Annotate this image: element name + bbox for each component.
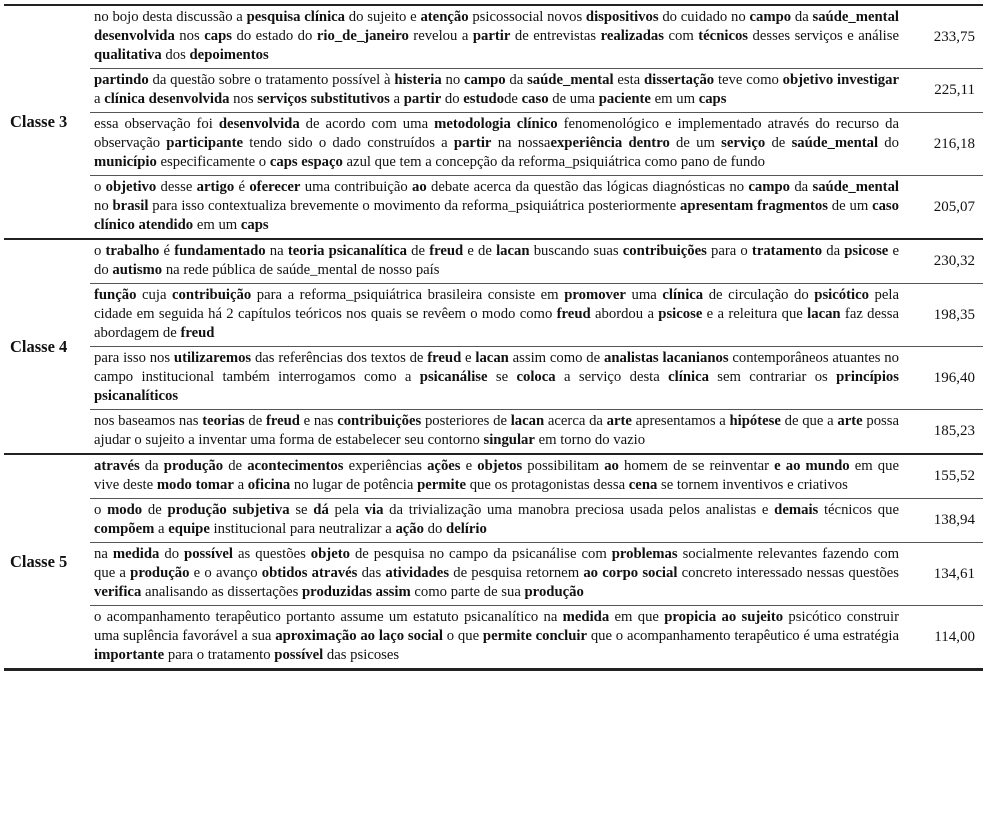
table-body	[4, 5, 983, 670]
highlighted-term: analistas lacanianos	[603, 350, 729, 366]
highlighted-term: compõem	[94, 521, 155, 537]
highlighted-term: através	[94, 458, 140, 474]
highlighted-term: rio_de_janeiro	[316, 28, 409, 44]
highlighted-term: aproximação ao laço social	[275, 628, 443, 644]
highlighted-term: técnicos	[698, 28, 749, 44]
text-run: socialmente relevantes fazendo com que a	[94, 546, 899, 581]
highlighted-term: metodologia clínico	[434, 116, 558, 132]
table-row	[4, 499, 983, 543]
text-run: o que	[442, 628, 483, 644]
highlighted-term: campo	[748, 179, 791, 195]
table-row	[4, 347, 983, 410]
highlighted-term: permite	[417, 477, 467, 493]
text-run: o acompanhamento terapêutico portanto assume um estatuto psicanalítico na	[94, 609, 563, 625]
highlighted-term: medida	[562, 609, 610, 625]
highlighted-term: participante	[166, 135, 243, 151]
highlighted-term: caps	[240, 217, 269, 233]
chi-square-score: 196,40	[907, 347, 983, 410]
text-run: da	[139, 458, 164, 474]
highlighted-term: utilizaremos	[173, 350, 252, 366]
highlighted-term: objetivo	[105, 179, 157, 195]
highlighted-term: autismo	[112, 262, 163, 278]
highlighted-term: trabalho	[105, 243, 160, 259]
text-run: de acordo com uma	[299, 116, 435, 132]
highlighted-term: ao corpo social	[583, 565, 678, 581]
table-row	[4, 454, 983, 499]
text-run: essa observação foi	[94, 116, 219, 132]
text-run: na nossa	[491, 135, 551, 151]
text-run: psicossocial novos	[468, 9, 586, 25]
highlighted-term: campo	[749, 9, 792, 25]
text-run: posteriores de	[421, 413, 511, 429]
highlighted-term: depoimentos	[189, 47, 269, 63]
highlighted-term: partir	[403, 91, 442, 107]
table-row	[4, 543, 983, 606]
highlighted-term: equipe	[168, 521, 210, 537]
text-run: de pesquisa no campo da psicanálise com	[349, 546, 612, 562]
highlighted-term: arte	[606, 413, 632, 429]
segment-text	[90, 410, 907, 455]
text-run: de um	[669, 135, 722, 151]
highlighted-term: clínica	[662, 287, 704, 303]
highlighted-term: saúde_mental desenvolvida	[94, 9, 899, 44]
table-row	[4, 176, 983, 240]
text-run: debate acerca da questão das lógicas diagnósticas no	[426, 179, 749, 195]
text-run: e	[461, 350, 476, 366]
highlighted-term: saúde_mental	[812, 179, 899, 195]
text-run: para o tratamento	[164, 647, 275, 663]
text-run: se tornem inventivos e criativos	[657, 477, 848, 493]
highlighted-term: artigo	[196, 179, 235, 195]
chi-square-score: 185,23	[907, 410, 983, 455]
highlighted-term: oferecer	[249, 179, 301, 195]
highlighted-term: arte	[837, 413, 863, 429]
text-run: que o acompanhamento terapêutico é uma estratégia	[587, 628, 899, 644]
text-run: das psicoses	[323, 647, 400, 663]
chi-square-score: 198,35	[907, 284, 983, 347]
highlighted-term: apresentam fragmentos	[680, 198, 828, 214]
text-run: a	[233, 477, 248, 493]
classe-label: Classe 4	[4, 239, 90, 454]
text-run: de	[142, 502, 168, 518]
text-run: pela	[328, 502, 365, 518]
text-run: e	[460, 458, 478, 474]
text-run: do cuidado no	[658, 9, 750, 25]
highlighted-term: lacan	[807, 306, 841, 322]
segment-text	[90, 606, 907, 670]
text-run: em que vive deste	[94, 458, 899, 493]
highlighted-term: importante	[94, 647, 165, 663]
highlighted-term: objetivo investigar	[782, 72, 900, 88]
highlighted-term: objeto	[310, 546, 350, 562]
text-run: fenomenológico e implementado através do recurso da observação	[94, 116, 899, 151]
text-run: é	[234, 179, 250, 195]
highlighted-term: município	[94, 154, 157, 170]
text-run: possa ajudar o sujeito a inventar uma forma de estabelecer seu contorno	[94, 413, 899, 448]
highlighted-term: contribuições	[337, 413, 422, 429]
highlighted-term: produzidas assim	[302, 584, 411, 600]
highlighted-term: produção	[163, 458, 224, 474]
text-run: concreto interessado nessas questões	[677, 565, 900, 581]
highlighted-term: clínica	[668, 369, 709, 385]
segment-text	[90, 69, 907, 113]
text-run: na rede pública de saúde_mental de nosso país	[162, 262, 440, 278]
text-run: do estado do	[231, 28, 317, 44]
highlighted-term: psicanálise	[419, 369, 488, 385]
highlighted-term: coloca	[516, 369, 556, 385]
segment-text	[90, 347, 907, 410]
highlighted-term: propicia ao sujeito	[664, 609, 784, 625]
text-run: do	[878, 135, 899, 151]
highlighted-term: psicose	[658, 306, 703, 322]
highlighted-term: oficina	[247, 477, 291, 493]
text-run: para isso contextualiza brevemente o movimento da reforma_psiquiátrica posteriormente	[148, 198, 681, 214]
highlighted-term: acontecimentos	[247, 458, 344, 474]
highlighted-term: brasil	[112, 198, 149, 214]
text-run: psicótico construir uma suplência favorável a sua	[94, 609, 899, 644]
highlighted-term: psicótico	[814, 287, 869, 303]
text-run: pela cidade em seguida há 2 capítulos teóricos nos quais se revêem o modo como	[94, 287, 899, 322]
highlighted-term: desenvolvida	[218, 116, 300, 132]
segment-text	[90, 5, 907, 69]
text-run: em um	[650, 91, 699, 107]
table-row	[4, 284, 983, 347]
highlighted-term: permite concluir	[482, 628, 588, 644]
highlighted-term: partindo	[94, 72, 149, 88]
text-run: nos baseamos nas	[94, 413, 203, 429]
text-run: de	[504, 91, 522, 107]
text-run: de uma	[548, 91, 599, 107]
highlighted-term: ações	[427, 458, 461, 474]
text-run: contemporâneos atuantes no campo institucional também interrogamos como a	[94, 350, 899, 385]
highlighted-term: contribuição	[172, 287, 252, 303]
text-run: da trivialização uma manobra preciosa usada pelos analistas e	[383, 502, 775, 518]
text-run: experiências	[343, 458, 428, 474]
highlighted-term: freud	[429, 243, 464, 259]
highlighted-term: verifica	[94, 584, 142, 600]
text-run: técnicos que	[818, 502, 899, 518]
classe-label: Classe 3	[4, 5, 90, 239]
highlighted-term: demais	[774, 502, 819, 518]
text-run: assim como de	[508, 350, 604, 366]
highlighted-term: objetos	[477, 458, 523, 474]
text-run: as questões	[233, 546, 311, 562]
highlighted-term: produção subjetiva	[167, 502, 290, 518]
text-run: o	[94, 179, 106, 195]
text-run: azul que tem a concepção da reforma_psiquiátrica como pano de fundo	[342, 154, 765, 170]
text-run: sem contrariar os	[708, 369, 837, 385]
highlighted-term: dispositivos	[585, 9, 659, 25]
highlighted-term: princípios psicanalíticos	[94, 369, 899, 404]
text-run: da	[505, 72, 528, 88]
highlighted-term: clínica desenvolvida	[104, 91, 230, 107]
text-run: o	[94, 502, 108, 518]
highlighted-term: freud	[265, 413, 300, 429]
highlighted-term: realizadas	[600, 28, 664, 44]
text-run: o	[94, 243, 106, 259]
highlighted-term: modo	[107, 502, 143, 518]
chi-square-score: 225,11	[907, 69, 983, 113]
highlighted-term: histeria	[394, 72, 442, 88]
highlighted-term: via	[364, 502, 384, 518]
segment-text	[90, 543, 907, 606]
text-run: de que a	[780, 413, 838, 429]
text-run: a	[389, 91, 404, 107]
text-run: a	[94, 91, 105, 107]
highlighted-term: qualitativa	[94, 47, 162, 63]
highlighted-term: obtidos através	[261, 565, 358, 581]
highlighted-term: atividades	[385, 565, 450, 581]
text-run: do	[441, 91, 464, 107]
highlighted-term: campo	[463, 72, 506, 88]
highlighted-term: hipótese	[729, 413, 781, 429]
chi-square-score: 134,61	[907, 543, 983, 606]
highlighted-term: caps espaço	[269, 154, 343, 170]
highlighted-term: cena	[628, 477, 658, 493]
text-run: acerca da	[544, 413, 607, 429]
text-run: esta	[613, 72, 644, 88]
text-run: dos	[161, 47, 190, 63]
highlighted-term: saúde_mental	[791, 135, 879, 151]
highlighted-term: fundamentado	[174, 243, 266, 259]
chi-square-score: 114,00	[907, 606, 983, 670]
text-run: teve como	[714, 72, 783, 88]
segment-text	[90, 113, 907, 176]
text-run: se	[289, 502, 314, 518]
text-run: de	[765, 135, 792, 151]
text-run: uma	[625, 287, 663, 303]
highlighted-term: dá	[313, 502, 329, 518]
highlighted-term: medida	[112, 546, 160, 562]
text-run: de pesquisa retornem	[449, 565, 584, 581]
text-run: no bojo desta discussão a	[94, 9, 247, 25]
highlighted-term: teoria psicanalítica	[287, 243, 408, 259]
text-run: e o avanço	[189, 565, 262, 581]
segment-text	[90, 239, 907, 284]
segment-text	[90, 176, 907, 240]
text-run: a serviço desta	[555, 369, 669, 385]
text-run: que os protagonistas dessa	[466, 477, 629, 493]
text-run: de um	[827, 198, 873, 214]
highlighted-term: produção	[524, 584, 584, 600]
highlighted-term: ação	[395, 521, 424, 537]
segment-text	[90, 454, 907, 499]
text-run: e do	[94, 243, 900, 278]
highlighted-term: pesquisa clínica	[246, 9, 346, 25]
highlighted-term: caps	[698, 91, 727, 107]
text-run: analisando as dissertações	[141, 584, 303, 600]
text-run: como parte de sua	[410, 584, 525, 600]
table-row	[4, 606, 983, 670]
text-run: de	[223, 458, 248, 474]
highlighted-term: partir	[472, 28, 511, 44]
text-run: no	[94, 198, 113, 214]
text-run: se	[487, 369, 517, 385]
text-run: cuja	[136, 287, 173, 303]
highlighted-term: função	[94, 287, 137, 303]
chi-square-score: 233,75	[907, 5, 983, 69]
highlighted-term: freud	[180, 325, 215, 341]
text-run: em que	[609, 609, 665, 625]
text-run: e nas	[299, 413, 338, 429]
text-run: em torno do vazio	[534, 432, 646, 448]
text-run: nos	[174, 28, 205, 44]
text-run: das referências dos textos de	[251, 350, 428, 366]
highlighted-term: lacan	[496, 243, 530, 259]
segments-table	[4, 4, 983, 671]
highlighted-term: singular	[483, 432, 535, 448]
highlighted-term: serviços substitutivos	[257, 91, 390, 107]
highlighted-term: caso	[521, 91, 549, 107]
highlighted-term: problemas	[611, 546, 678, 562]
text-run: institucional para neutralizar a	[209, 521, 396, 537]
highlighted-term: promover	[564, 287, 626, 303]
highlighted-term: tratamento	[751, 243, 823, 259]
text-run: do	[424, 521, 447, 537]
text-run: buscando suas	[529, 243, 623, 259]
text-run: uma contribuição	[300, 179, 413, 195]
text-run: de	[244, 413, 266, 429]
text-run: na	[94, 546, 113, 562]
highlighted-term: contribuições	[622, 243, 707, 259]
text-run: de	[407, 243, 430, 259]
text-run: do	[159, 546, 185, 562]
text-run: tendo sido o dado construídos a	[243, 135, 454, 151]
table-row	[4, 5, 983, 69]
highlighted-term: atenção	[420, 9, 469, 25]
highlighted-term: lacan	[510, 413, 545, 429]
segment-text	[90, 284, 907, 347]
text-run: da	[791, 9, 813, 25]
text-run: na	[265, 243, 288, 259]
text-run: da	[822, 243, 845, 259]
highlighted-term: caso clínico atendido	[94, 198, 899, 233]
text-run: especificamente o	[156, 154, 270, 170]
highlighted-term: experiência dentro	[550, 135, 670, 151]
highlighted-term: partir	[453, 135, 492, 151]
text-run: com	[663, 28, 699, 44]
highlighted-term: ao	[604, 458, 619, 474]
text-run: de circulação do	[703, 287, 815, 303]
chi-square-score: 230,32	[907, 239, 983, 284]
text-run: desse	[156, 179, 197, 195]
chi-square-score: 155,52	[907, 454, 983, 499]
highlighted-term: estudo	[463, 91, 505, 107]
table-row	[4, 410, 983, 455]
chi-square-score: 216,18	[907, 113, 983, 176]
text-run: desses serviços e análise	[748, 28, 899, 44]
highlighted-term: ao	[412, 179, 427, 195]
text-run: faz dessa abordagem de	[94, 306, 899, 341]
text-run: de entrevistas	[510, 28, 601, 44]
text-run: para isso nos	[94, 350, 174, 366]
highlighted-term: teorias	[202, 413, 245, 429]
text-run: a	[154, 521, 169, 537]
text-run: da questão sobre o tratamento possível à	[148, 72, 395, 88]
text-run: no lugar de potência	[290, 477, 418, 493]
highlighted-term: produção	[130, 565, 190, 581]
text-run: das	[357, 565, 386, 581]
text-run: em um	[193, 217, 241, 233]
highlighted-term: delírio	[446, 521, 487, 537]
highlighted-term: lacan	[475, 350, 509, 366]
highlighted-term: serviço	[721, 135, 766, 151]
text-run: possibilitam	[522, 458, 605, 474]
classe-label: Classe 5	[4, 454, 90, 670]
text-run: e a releitura que	[702, 306, 808, 322]
text-run: no	[441, 72, 464, 88]
text-run: nos	[229, 91, 258, 107]
text-run: e de	[463, 243, 497, 259]
text-run: para a reforma_psiquiátrica brasileira consiste em	[251, 287, 565, 303]
table-row	[4, 113, 983, 176]
text-run: é	[159, 243, 175, 259]
text-run: do sujeito e	[345, 9, 421, 25]
text-run: para o	[706, 243, 752, 259]
highlighted-term: psicose	[844, 243, 889, 259]
highlighted-term: dissertação	[643, 72, 715, 88]
highlighted-term: e ao mundo	[774, 458, 850, 474]
highlighted-term: possível	[274, 647, 324, 663]
highlighted-term: modo tomar	[156, 477, 234, 493]
highlighted-term: saúde_mental	[527, 72, 614, 88]
highlighted-term: paciente	[598, 91, 651, 107]
highlighted-term: caps	[204, 28, 232, 44]
table-row	[4, 239, 983, 284]
highlighted-term: possível	[184, 546, 234, 562]
segment-text	[90, 499, 907, 543]
chi-square-score: 205,07	[907, 176, 983, 240]
highlighted-term: freud	[427, 350, 462, 366]
text-run: abordou a	[590, 306, 659, 322]
table-row	[4, 69, 983, 113]
text-run: revelou a	[408, 28, 473, 44]
text-run: apresentamos a	[631, 413, 730, 429]
chi-square-score: 138,94	[907, 499, 983, 543]
text-run: homem de se reinventar	[618, 458, 775, 474]
text-run: da	[790, 179, 813, 195]
highlighted-term: freud	[556, 306, 591, 322]
